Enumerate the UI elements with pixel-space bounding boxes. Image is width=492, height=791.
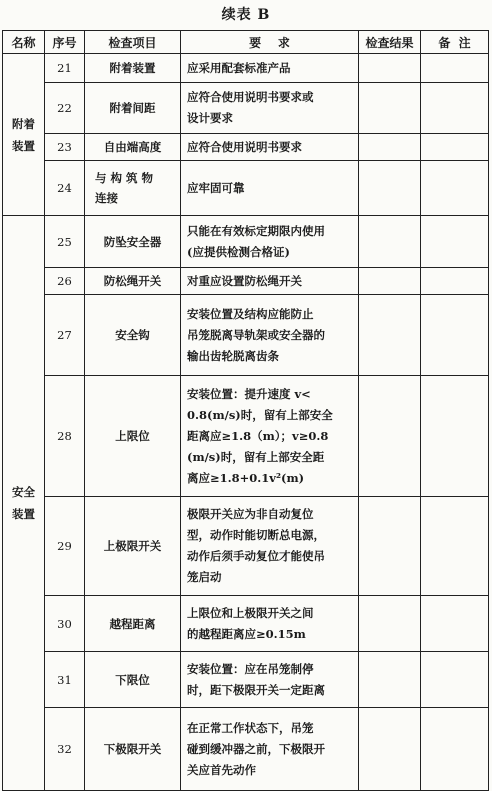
row-item: 防坠安全器 xyxy=(85,216,181,268)
row-result xyxy=(359,708,421,791)
row-requirement: 对重应设置防松绳开关 xyxy=(181,268,359,295)
table-row xyxy=(3,497,489,596)
group-label: 附着装置 xyxy=(12,116,35,153)
row-result xyxy=(359,54,421,83)
row-requirement: 极限开关应为非自动复位 型，动作时能切断总电源， 动作后须手动复位才能使吊 笼启动 xyxy=(181,497,359,596)
row-seq: 21 xyxy=(45,54,85,83)
table-row xyxy=(3,708,489,791)
row-requirement: 应牢固可靠 xyxy=(181,161,359,216)
col-header-seq: 序号 xyxy=(45,31,85,54)
row-remark xyxy=(421,376,489,497)
row-requirement: 安装位置：应在吊笼制停 时，距下极限开关一定距离 xyxy=(181,652,359,708)
row-remark xyxy=(421,596,489,652)
table-caption: 续表 B xyxy=(221,7,271,23)
row-item: 附着装置 xyxy=(85,54,181,83)
group-label: 安全装置 xyxy=(12,485,35,521)
row-remark xyxy=(421,268,489,295)
row-remark xyxy=(421,652,489,708)
row-item: 上极限开关 xyxy=(85,497,181,596)
group-attachment xyxy=(3,54,45,216)
row-item: 下限位 xyxy=(85,652,181,708)
row-result xyxy=(359,83,421,134)
row-result xyxy=(359,161,421,216)
table-row xyxy=(3,161,489,216)
table-row xyxy=(3,134,489,161)
row-requirement: 上限位和上极限开关之间 的越程距离应≥0.15m xyxy=(181,596,359,652)
table-row xyxy=(3,54,489,83)
row-item: 安全钩 xyxy=(85,295,181,376)
table-row xyxy=(3,376,489,497)
inspection-table xyxy=(2,30,489,791)
row-seq: 29 xyxy=(45,497,85,596)
table-row xyxy=(3,83,489,134)
row-item: 附着间距 xyxy=(85,83,181,134)
col-header-remark: 备 注 xyxy=(421,31,489,54)
row-seq: 31 xyxy=(45,652,85,708)
row-remark xyxy=(421,134,489,161)
row-item: 下极限开关 xyxy=(85,708,181,791)
row-item: 与 构 筑 物 连接 xyxy=(85,161,181,216)
row-requirement: 应符合使用说明书要求或 设计要求 xyxy=(181,83,359,134)
row-remark xyxy=(421,295,489,376)
row-remark xyxy=(421,708,489,791)
row-requirement: 应采用配套标准产品 xyxy=(181,54,359,83)
row-seq: 22 xyxy=(45,83,85,134)
table-row xyxy=(3,596,489,652)
row-seq: 25 xyxy=(45,216,85,268)
table-row xyxy=(3,295,489,376)
row-result xyxy=(359,295,421,376)
table-row xyxy=(3,216,489,268)
row-item: 越程距离 xyxy=(85,596,181,652)
row-item: 上限位 xyxy=(85,376,181,497)
table-row xyxy=(3,268,489,295)
col-header-item: 检查项目 xyxy=(85,31,181,54)
row-seq: 32 xyxy=(45,708,85,791)
col-header-requirement: 要 求 xyxy=(181,31,359,54)
row-result xyxy=(359,497,421,596)
row-seq: 30 xyxy=(45,596,85,652)
row-seq: 27 xyxy=(45,295,85,376)
row-requirement: 安装位置：提升速度 v< 0.8(m/s)时，留有上部安全 距离应≥1.8（m）；v≥0.8 (m/s)时，留有上部安全距 离应≥1.8+0.1v²(m) xyxy=(181,376,359,497)
row-result xyxy=(359,596,421,652)
row-result xyxy=(359,134,421,161)
row-seq: 26 xyxy=(45,268,85,295)
row-seq: 24 xyxy=(45,161,85,216)
row-requirement: 应符合使用说明书要求 xyxy=(181,134,359,161)
table-header-row xyxy=(3,31,489,54)
row-item: 防松绳开关 xyxy=(85,268,181,295)
row-remark xyxy=(421,54,489,83)
row-remark xyxy=(421,161,489,216)
row-result xyxy=(359,376,421,497)
row-result xyxy=(359,268,421,295)
col-header-result: 检查结果 xyxy=(359,31,421,54)
row-requirement: 在正常工作状态下，吊笼 碰到缓冲器之前，下极限开 关应首先动作 xyxy=(181,708,359,791)
row-remark xyxy=(421,83,489,134)
row-remark xyxy=(421,216,489,268)
row-result xyxy=(359,216,421,268)
row-remark xyxy=(421,497,489,596)
row-requirement: 只能在有效标定期限内使用 (应提供检测合格证) xyxy=(181,216,359,268)
col-header-name: 名称 xyxy=(3,31,45,54)
row-item: 自由端高度 xyxy=(85,134,181,161)
row-result xyxy=(359,652,421,708)
row-seq: 28 xyxy=(45,376,85,497)
group-safety xyxy=(3,216,45,791)
row-seq: 23 xyxy=(45,134,85,161)
row-requirement: 安装位置及结构应能防止 吊笼脱离导轨架或安全器的 输出齿轮脱离齿条 xyxy=(181,295,359,376)
table-row xyxy=(3,652,489,708)
